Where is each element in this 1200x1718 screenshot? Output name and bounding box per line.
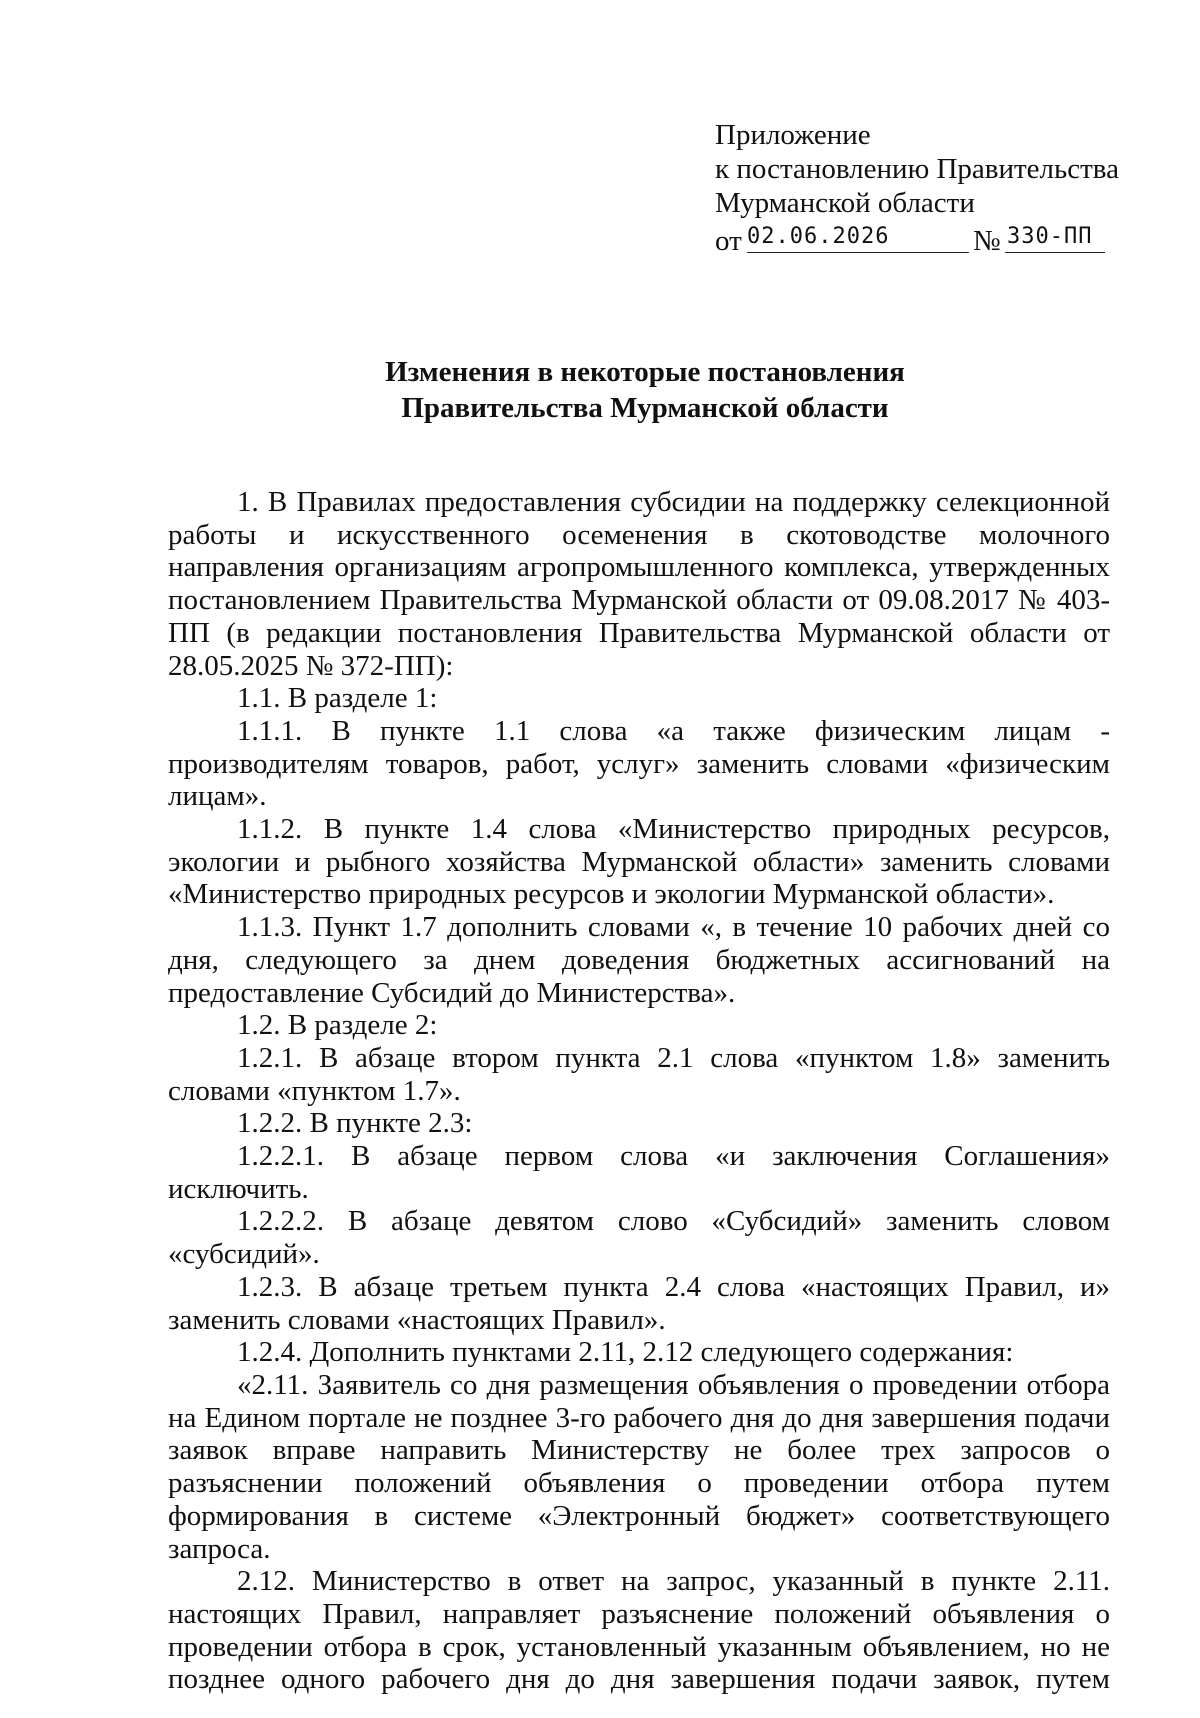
paragraph-1-2-2: 1.2.2. В пункте 2.3:	[237, 1107, 473, 1140]
paragraph-1-2-4: 1.2.4. Дополнить пунктами 2.11, 2.12 следующего содержания:	[237, 1336, 1014, 1369]
date-underline	[747, 252, 969, 253]
paragraph-1-1: 1.1. В разделе 1:	[237, 682, 438, 715]
paragraph-2-11: «2.11. Заявитель со дня размещения объявления о проведении отбора на Едином портале не позднее 3-го рабочего дня до дня завершения подачи заявок вправе направить Министерству не более трех запросов о разъяснении положений объявления о проведении отбора путем формирования в системе «Электронный бюджет» соответствующего запроса.	[168, 1368, 1110, 1565]
appendix-date-number	[715, 220, 1119, 260]
paragraph-1-2-3: 1.2.3. В абзаце третьем пункта 2.4 слова «настоящих Правил, и» заменить словами «настоящих Правил».	[168, 1270, 1110, 1336]
paragraph-1-1-2: 1.1.2. В пункте 1.4 слова «Министерство природных ресурсов, экологии и рыбного хозяйства Мурманской области» заменить словами «Министерство природных ресурсов и экологии Мурманской области».	[168, 813, 1110, 911]
appendix-region: Мурманской области	[715, 187, 975, 219]
document-title	[0, 354, 1200, 426]
paragraph-1-1-1: 1.1.1. В пункте 1.1 слова «а также физическим лицам - производителям товаров, работ, услуг» заменить словами «физическим лицам».	[168, 714, 1110, 813]
paragraph-1: 1. В Правилах предоставления субсидии на поддержку селекционной работы и искусственного осеменения в скотоводстве молочного направления организациям агропромышленного комплекса, утвержденных постановлением Правительства Мурманской области от 09.08.2017 № 403-ПП (в редакции постановления Правительства Мурманской области от 28.05.2025 № 372-ПП):	[168, 486, 1110, 682]
paragraph-1-2-2-1: 1.2.2.1. В абзаце первом слова «и заключения Соглашения» исключить.	[168, 1140, 1110, 1205]
title-line-2: Правительства Мурманской области	[401, 392, 889, 424]
appendix-reference: к постановлению Правительства	[715, 153, 1119, 185]
paragraph-1-2-2-2: 1.2.2.2. В абзаце девятом слово «Субсидий» заменить словом «субсидий».	[168, 1205, 1110, 1271]
title-line-1: Изменения в некоторые постановления	[385, 356, 905, 388]
document-date: 02.06.2026	[747, 224, 890, 249]
appendix-block	[715, 118, 1119, 260]
document-number: 330-ПП	[1007, 224, 1093, 249]
paragraph-2-12: 2.12. Министерство в ответ на запрос, указанный в пункте 2.11. настоящих Правил, направляет разъяснение положений объявления о проведении отбора в срок, установленный указанным объявлением, но не позднее одного рабочего дня до дня завершения подачи заявок, путем	[168, 1565, 1110, 1696]
appendix-heading: Приложение	[715, 119, 871, 151]
document-body	[168, 486, 1110, 1696]
paragraph-1-1-3: 1.1.3. Пункт 1.7 дополнить словами «, в течение 10 рабочих дней со дня, следующего за днем доведения бюджетных ассигнований на предоставление Субсидий до Министерства».	[168, 911, 1110, 1009]
number-underline	[1005, 252, 1105, 253]
date-prefix: от	[715, 225, 742, 257]
number-prefix: №	[973, 225, 1001, 257]
paragraph-1-2-1: 1.2.1. В абзаце втором пункта 2.1 слова «пунктом 1.8» заменить словами «пунктом 1.7».	[168, 1041, 1110, 1107]
paragraph-1-2: 1.2. В разделе 2:	[237, 1009, 438, 1042]
